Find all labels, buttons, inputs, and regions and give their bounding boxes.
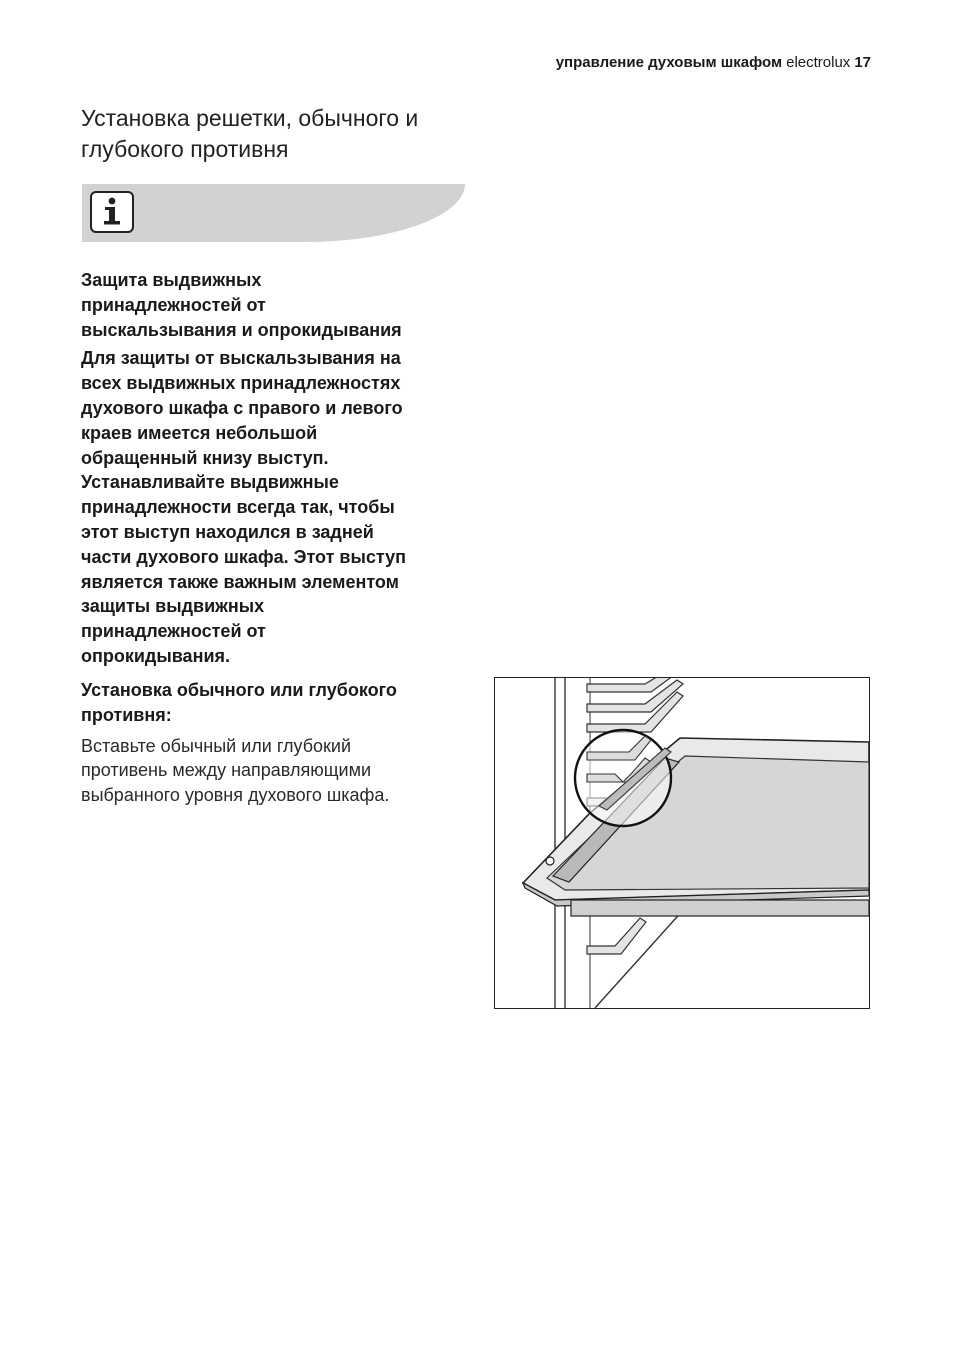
protection-body-line: принадлежности всегда так, чтобы — [81, 497, 395, 518]
protection-body-line: этот выступ находился в задней — [81, 521, 374, 542]
protection-body-line: всех выдвижных принадлежностях — [81, 373, 401, 394]
section-title — [81, 103, 481, 165]
info-note-band — [82, 184, 465, 242]
install-body-line: противень между направляющими — [81, 760, 372, 781]
protection-body-line: защиты выдвижных — [81, 596, 265, 617]
install-heading — [81, 678, 461, 728]
baking-tray — [523, 738, 869, 916]
section-title-line-2: глубокого противня — [81, 136, 289, 162]
install-heading-line: противня: — [81, 704, 172, 725]
detail-magnifier — [575, 730, 671, 826]
protection-body-line: является также важным элементом — [81, 571, 399, 592]
header-brand: electrolux — [786, 54, 851, 71]
install-heading-line: Установка обычного или глубокого — [81, 680, 397, 700]
protection-body-line: опрокидывания. — [81, 645, 231, 666]
protection-section — [81, 268, 461, 669]
protection-body-line: Для защиты от выскальзывания на — [81, 348, 401, 369]
install-body-line: Вставьте обычный или глубокий — [81, 735, 352, 756]
header-section-title: управление духовым шкафом — [555, 54, 783, 71]
page-number: 17 — [854, 54, 871, 71]
lower-rail — [571, 900, 869, 916]
protection-heading-line: Защита выдвижных — [81, 270, 262, 290]
protection-body-line: обращенный книзу выступ. — [81, 447, 329, 468]
install-section — [81, 678, 461, 808]
protection-heading — [81, 268, 461, 342]
protection-heading-line: выскальзывания и опрокидывания — [81, 319, 402, 340]
tray-hole — [546, 857, 554, 865]
protection-body-line: духового шкафа с правого и левого — [81, 397, 403, 418]
protection-body — [81, 346, 461, 668]
install-body-line: выбранного уровня духового шкафа. — [81, 785, 390, 806]
info-icon — [90, 191, 134, 233]
protection-body-line: краев имеется небольшой — [81, 422, 318, 443]
install-body — [81, 734, 461, 808]
page-header — [556, 54, 871, 71]
protection-body-line: принадлежностей от — [81, 621, 266, 642]
protection-body-line: части духового шкафа. Этот выступ — [81, 546, 406, 567]
protection-heading-line: принадлежностей от — [81, 294, 266, 315]
tray-installation-illustration — [494, 677, 870, 1009]
section-title-line-1: Установка решетки, обычного и — [81, 105, 419, 131]
protection-body-line: Устанавливайте выдвижные — [81, 472, 339, 493]
